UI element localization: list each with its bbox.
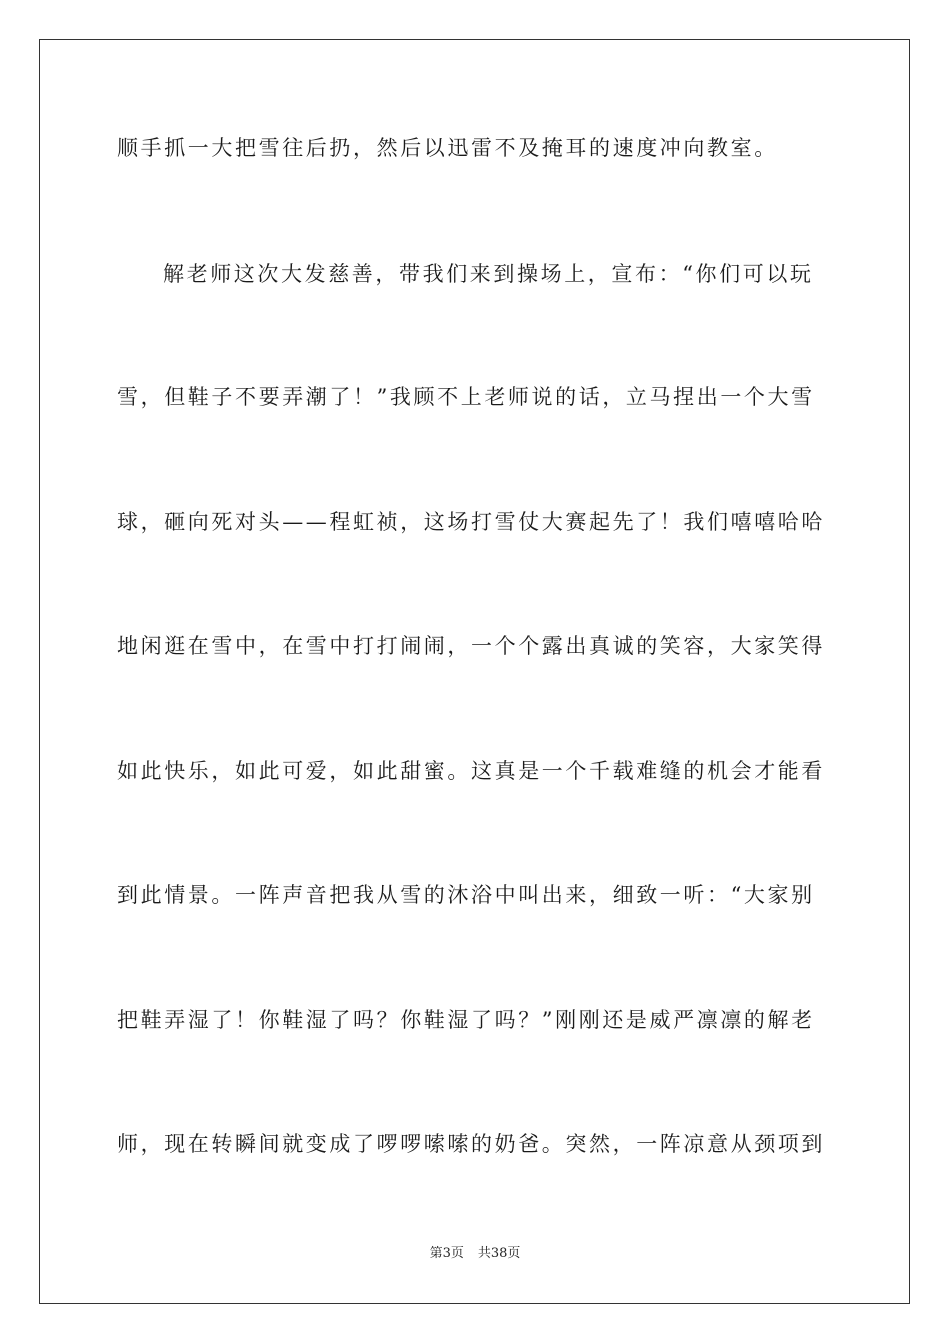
text-line: 把鞋弄湿了！你鞋湿了吗？你鞋湿了吗？”刚刚还是威严凛凛的解老 — [117, 1008, 815, 1032]
text-line: 球，砸向死对头——程虹祯，这场打雪仗大赛起先了！我们嘻嘻哈哈 — [117, 510, 825, 534]
text-line: 地闲逛在雪中，在雪中打打闹闹，一个个露出真诚的笑容，大家笑得 — [117, 634, 825, 658]
page-border — [39, 39, 910, 1304]
page-number: 第3页 — [429, 1246, 464, 1261]
text-line: 如此快乐，如此可爱，如此甜蜜。这真是一个千载难缝的机会才能看 — [117, 759, 825, 783]
page-total: 共38页 — [477, 1246, 521, 1261]
text-line: 顺手抓一大把雪往后扔，然后以迅雷不及掩耳的速度冲向教室。 — [117, 136, 778, 160]
page-footer — [0, 1244, 950, 1264]
text-line: 师，现在转瞬间就变成了啰啰嗦嗦的奶爸。突然，一阵凉意从颈项到 — [117, 1132, 825, 1156]
text-line: 雪，但鞋子不要弄潮了！”我顾不上老师说的话，立马捏出一个大雪 — [117, 385, 815, 409]
paragraph-start-line: 解老师这次大发慈善，带我们来到操场上，宣布：“你们可以玩 — [163, 262, 814, 286]
text-line: 到此情景。一阵声音把我从雪的沐浴中叫出来，细致一听：“大家别 — [117, 883, 815, 907]
